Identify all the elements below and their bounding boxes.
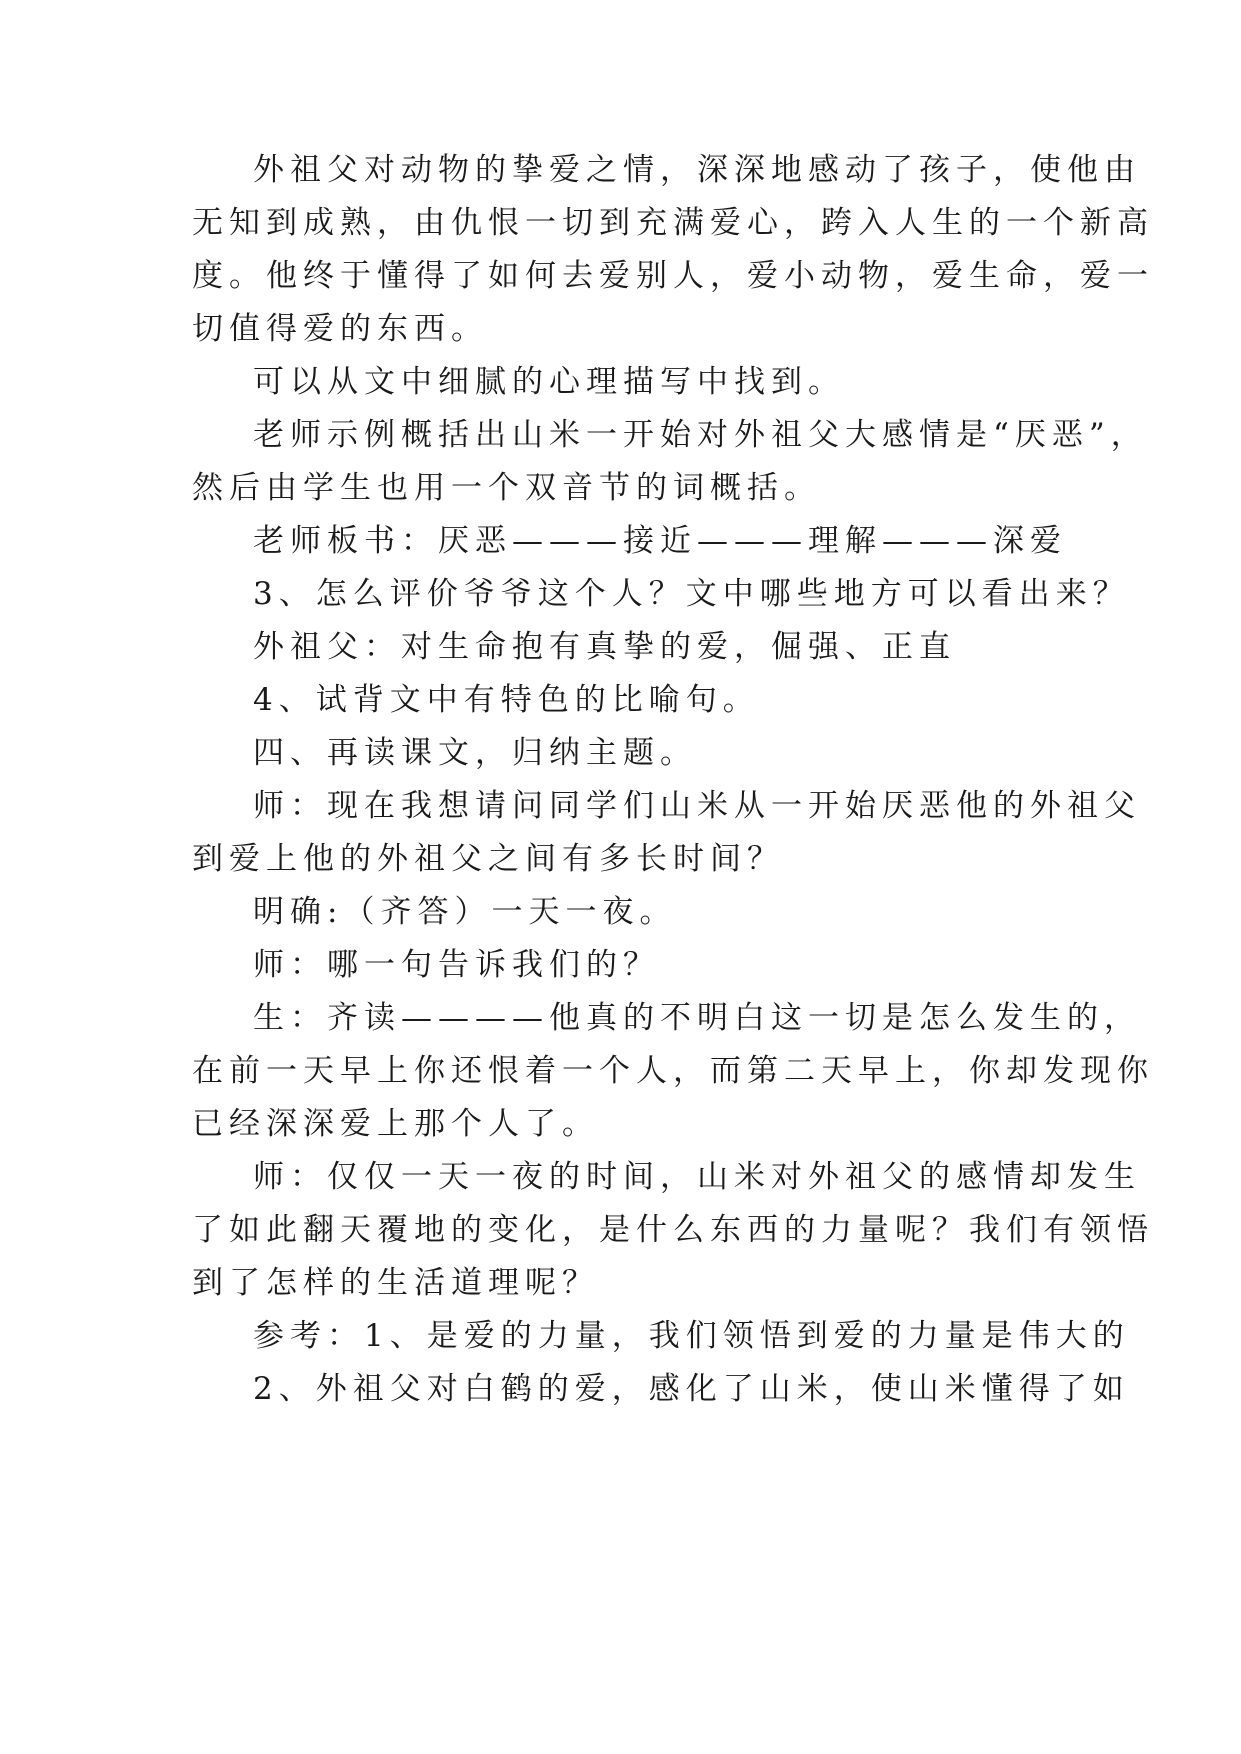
- text-line: 无知到成熟，由仇恨一切到充满爱心，跨入人生的一个新高: [192, 205, 1154, 241]
- text-line: 师：现在我想请问同学们山米从一开始厌恶他的外祖父: [253, 788, 1141, 824]
- text-line: 到了怎样的生活道理呢？: [192, 1265, 599, 1301]
- text-line: 明确:（齐答）一天一夜。: [253, 894, 677, 930]
- text-line: 切值得爱的东西。: [192, 311, 488, 347]
- text-line: 老师板书：厌恶———接近———理解———深爱: [253, 523, 1067, 559]
- text-line: 3、怎么评价爷爷这个人？文中哪些地方可以看出来？: [253, 576, 1130, 612]
- text-line: 4、试背文中有特色的比喻句。: [253, 682, 760, 718]
- text-line: 度。他终于懂得了如何去爱别人，爱小动物，爱生命，爱一: [192, 258, 1154, 294]
- text-line: 2、外祖父对白鹤的爱，感化了山米，使山米懂得了如: [253, 1371, 1130, 1407]
- text-line: 参考：1、是爱的力量，我们领悟到爱的力量是伟大的: [253, 1318, 1130, 1354]
- text-line: 外祖父：对生命抱有真挚的爱，倔强、正直: [253, 629, 956, 665]
- text-line: 生：齐读————他真的不明白这一切是怎么发生的，: [253, 1000, 1141, 1036]
- text-line: 然后由学生也用一个双音节的词概括。: [192, 470, 821, 506]
- text-line: 四、再读课文，归纳主题。: [253, 735, 697, 771]
- text-line: 在前一天早上你还恨着一个人，而第二天早上，你却发现你: [192, 1053, 1154, 1089]
- text-line: 外祖父对动物的挚爱之情，深深地感动了孩子，使他由: [253, 152, 1141, 188]
- text-line: 老师示例概括出山米一开始对外祖父大感情是“厌恶”，: [253, 417, 1148, 453]
- text-line: 到爱上他的外祖父之间有多长时间？: [192, 841, 784, 877]
- text-line: 师：哪一句告诉我们的？: [253, 947, 660, 983]
- text-line: 已经深深爱上那个人了。: [192, 1106, 599, 1142]
- text-line: 师：仅仅一天一夜的时间，山米对外祖父的感情却发生: [253, 1159, 1141, 1195]
- text-line: 了如此翻天覆地的变化，是什么东西的力量呢？我们有领悟: [192, 1212, 1154, 1248]
- text-line: 可以从文中细腻的心理描写中找到。: [253, 364, 845, 400]
